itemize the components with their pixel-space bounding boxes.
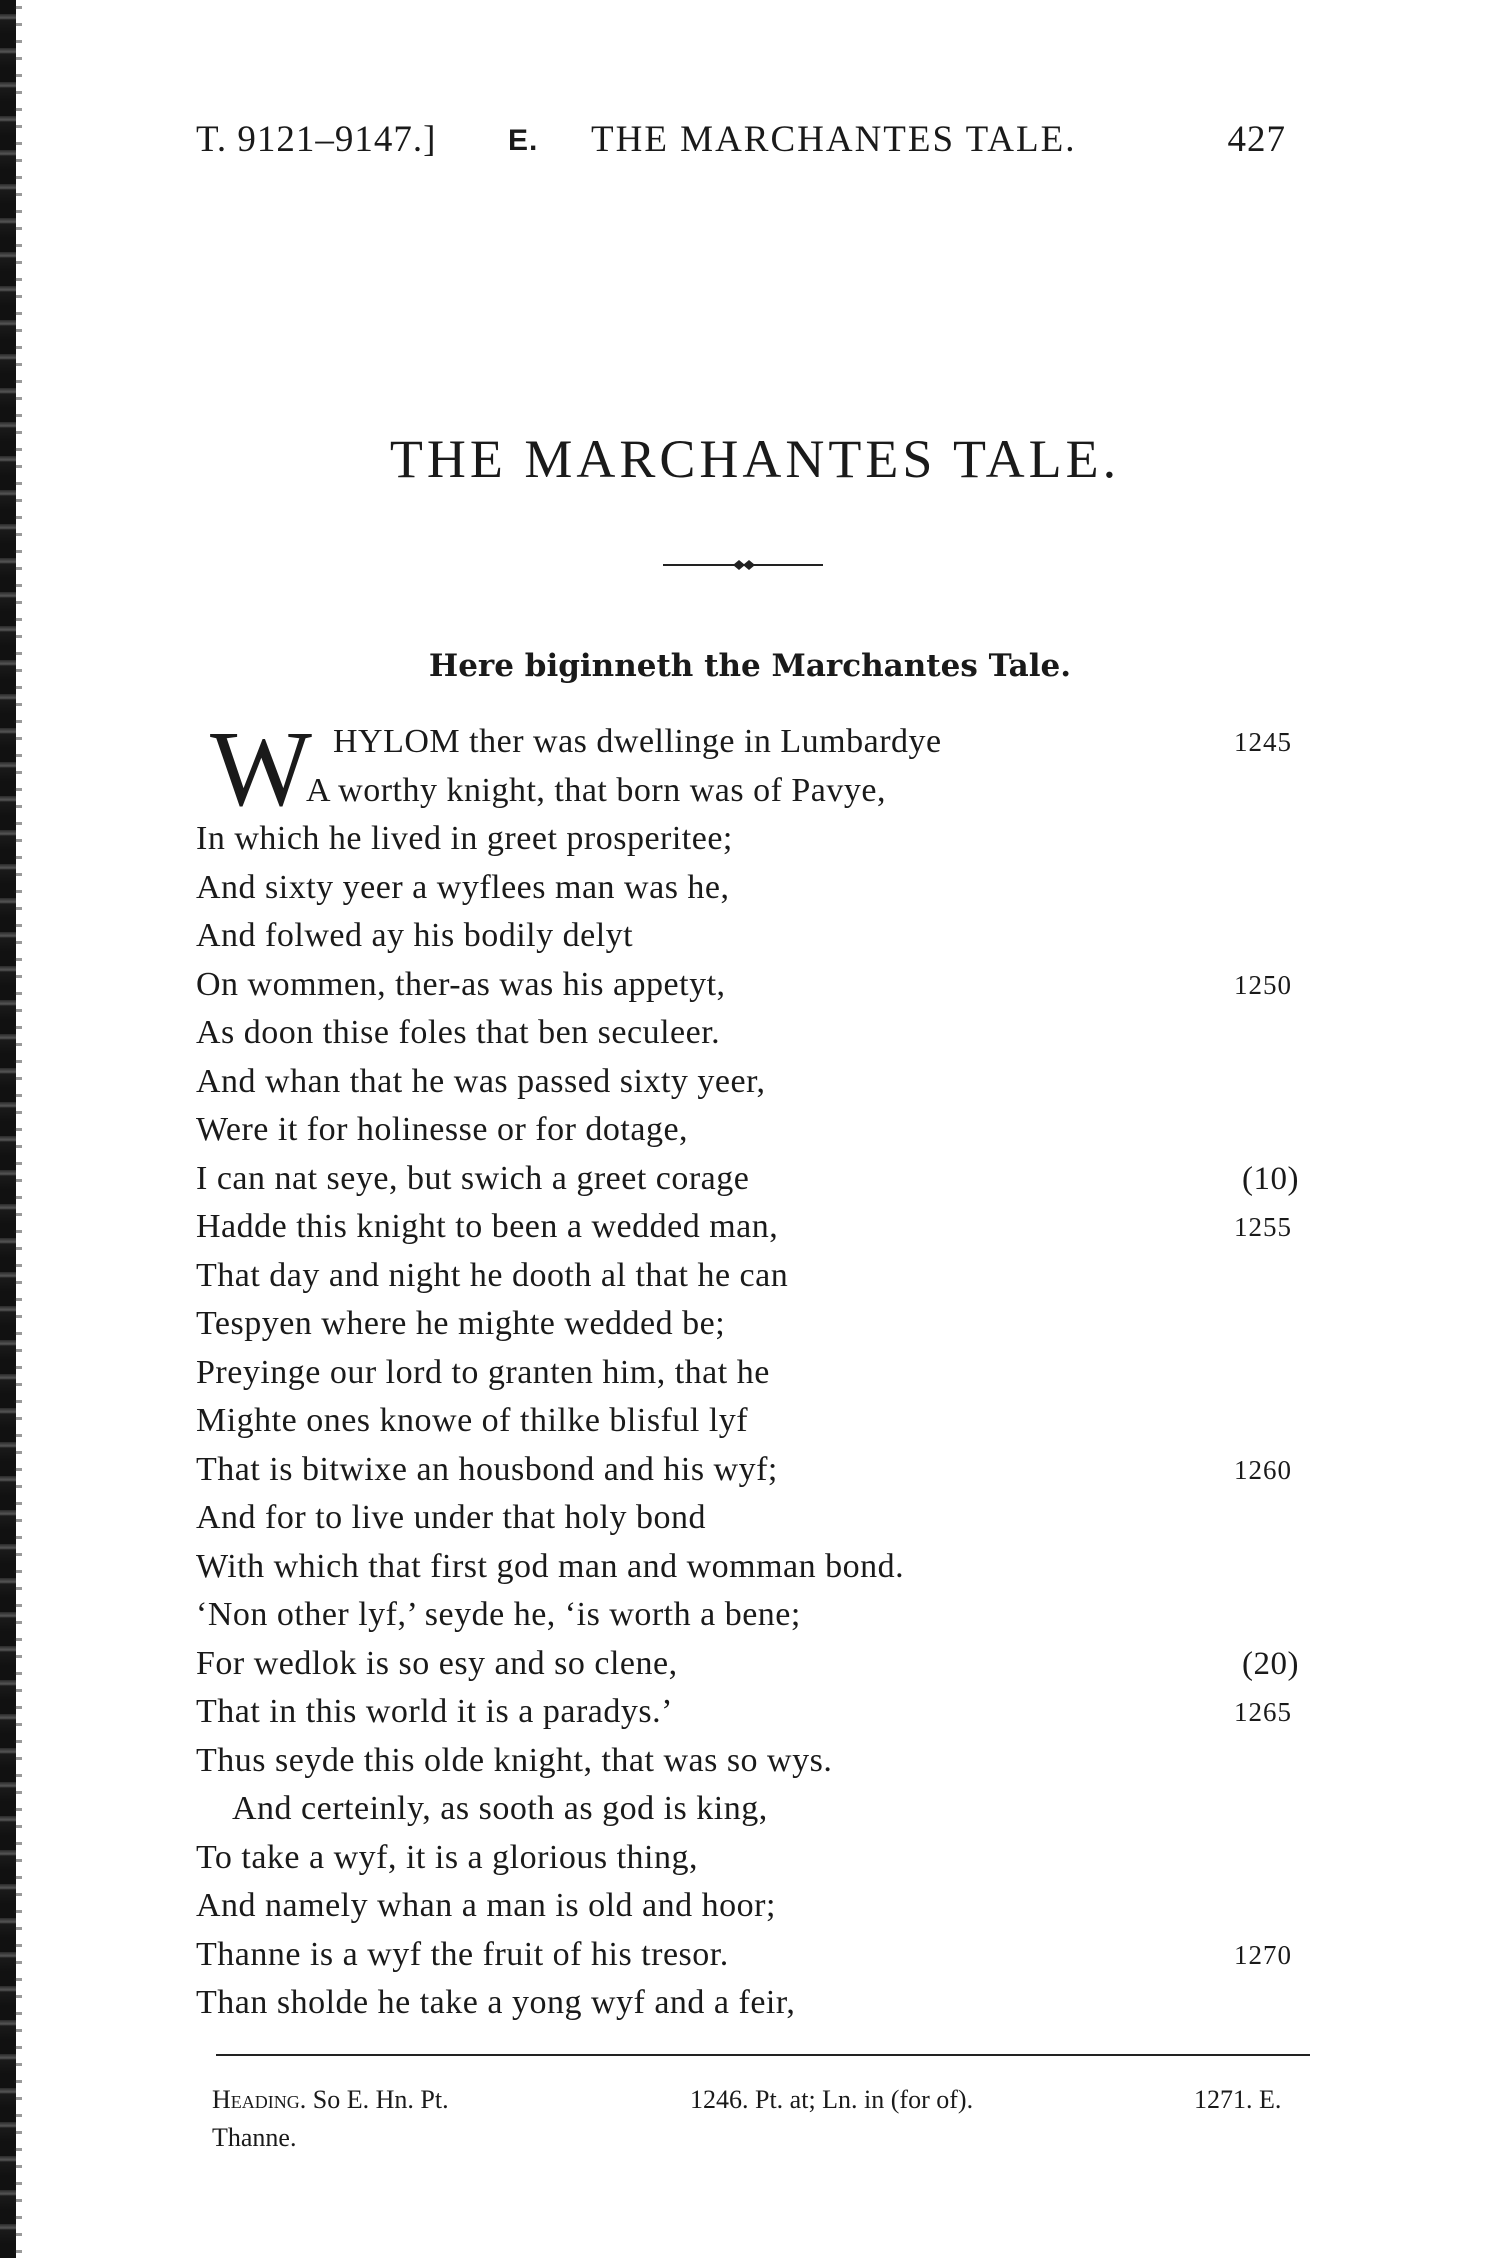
poem-line-text: With which that first god man and womman bond. <box>196 1547 905 1585</box>
poem-line <box>196 1640 1316 1689</box>
poem-line-text: And certeinly, as sooth as god is king, <box>232 1790 768 1827</box>
line-number: 1245 <box>1234 727 1292 757</box>
running-head <box>196 118 1286 162</box>
poem-line-text: I can nat seye, but swich a greet corage <box>196 1159 750 1197</box>
poem-line <box>196 1931 1316 1980</box>
poem-line <box>196 718 1316 767</box>
running-title: THE MARCHANTES TALE. <box>591 119 1077 160</box>
line-number: 1260 <box>1234 1454 1292 1485</box>
poem-line-text: Preyinge our lord to granten him, that he <box>196 1353 770 1391</box>
poem-line <box>196 1834 1316 1883</box>
poem-line-text: Thus seyde this olde knight, that was so wys. <box>196 1741 833 1779</box>
poem-line-text: Hadde this knight to been a wedded man, <box>196 1208 779 1245</box>
poem-line <box>196 1252 1316 1301</box>
poem-line-text: Were it for holinesse or for dotage, <box>196 1111 689 1148</box>
footnote-1246: 1246. Pt. at; Ln. in (for of). <box>690 2085 974 2114</box>
line-number: 1270 <box>1234 1939 1292 1970</box>
poem-line <box>196 1543 1316 1592</box>
poem-line-text: Than sholde he take a yong wyf and a feir, <box>196 1984 796 2021</box>
section-count: (20) <box>1242 1645 1299 1682</box>
poem-line-text: A worthy knight, that born was of Pavye, <box>306 771 886 809</box>
poem-line <box>196 1591 1316 1640</box>
poem-line-text: HYLOM ther was dwellinge in Lumbardye <box>333 723 942 760</box>
poem-line <box>196 961 1316 1010</box>
poem-line <box>196 1058 1316 1107</box>
poem-line-text: And folwed ay his bodily delyt <box>196 917 634 954</box>
page-title: THE MARCHANTES TALE. <box>389 429 1121 489</box>
poem-line <box>196 1494 1316 1543</box>
poem-line <box>196 1106 1316 1155</box>
page-spine-edge <box>0 0 16 2258</box>
drop-cap-initial: W <box>210 710 312 829</box>
poem-line <box>196 1397 1316 1446</box>
line-number: 1255 <box>1234 1212 1292 1242</box>
poem-line <box>196 1785 1316 1834</box>
poem-line-text: That is bitwixe an housbond and his wyf; <box>196 1450 778 1488</box>
poem-line <box>196 1009 1316 1058</box>
poem-line <box>196 1300 1316 1349</box>
footnote-heading-text: So E. Hn. Pt. <box>312 2085 449 2114</box>
poem-line-text: Tespyen where he mighte wedded be; <box>196 1305 726 1342</box>
poem-line-text: That day and night he dooth al that he can <box>196 1256 789 1294</box>
line-number: 1265 <box>1234 1697 1292 1727</box>
section-count: (10) <box>1242 1160 1299 1197</box>
line-range-ref: T. 9121–9147.] <box>196 119 437 160</box>
poem-line <box>196 767 1316 816</box>
poem-line-text: As doon thise foles that ben seculeer. <box>196 1014 721 1051</box>
footnote-heading <box>212 2082 449 2118</box>
ornament-divider <box>663 558 823 572</box>
poem-line <box>196 1155 1316 1204</box>
poem-line <box>196 1349 1316 1398</box>
poem-line-text: And for to live under that holy bond <box>196 1499 706 1536</box>
poem-line <box>196 1688 1316 1737</box>
footnote-rule <box>216 2054 1310 2056</box>
poem-line-text: Mighte ones knowe of thilke blisful lyf <box>196 1402 749 1439</box>
poem-line-text: And whan that he was passed sixty yeer, <box>196 1062 766 1100</box>
section-letter: E. <box>508 124 539 157</box>
poem-line-text: To take a wyf, it is a glorious thing, <box>196 1838 698 1876</box>
poem-line <box>196 1203 1316 1252</box>
poem-line <box>196 864 1316 913</box>
poem-line-text: In which he lived in greet prosperitee; <box>196 820 733 857</box>
poem-line <box>196 1737 1316 1786</box>
poem-line <box>196 1882 1316 1931</box>
poem-line <box>196 1446 1316 1495</box>
poem-line-text: ‘Non other lyf,’ seyde he, ‘is worth a bene; <box>196 1596 801 1633</box>
tale-subheading: Here biginneth the Marchantes Tale. <box>428 648 1072 684</box>
poem-line <box>196 912 1316 961</box>
poem-line-text: Thanne is a wyf the fruit of his tresor. <box>196 1935 729 1973</box>
poem-line-text: And namely whan a man is old and hoor; <box>196 1887 776 1924</box>
footnote-heading-label: Heading. <box>212 2085 307 2114</box>
line-number: 1250 <box>1234 969 1292 1000</box>
poem-line-text: On wommen, ther-as was his appetyt, <box>196 965 726 1003</box>
poem-line-text: That in this world it is a paradys.’ <box>196 1693 673 1730</box>
footnote-1271-continued: Thanne. <box>212 2123 297 2152</box>
poem-line <box>196 1979 1316 2028</box>
poem-line-text: And sixty yeer a wyflees man was he, <box>196 868 730 906</box>
page-number: 427 <box>1227 119 1286 160</box>
poem-line-text: For wedlok is so esy and so clene, <box>196 1644 678 1682</box>
footnote-1271: 1271. E. <box>1194 2085 1282 2114</box>
poem-body <box>196 710 1316 2028</box>
poem-line <box>196 815 1316 864</box>
